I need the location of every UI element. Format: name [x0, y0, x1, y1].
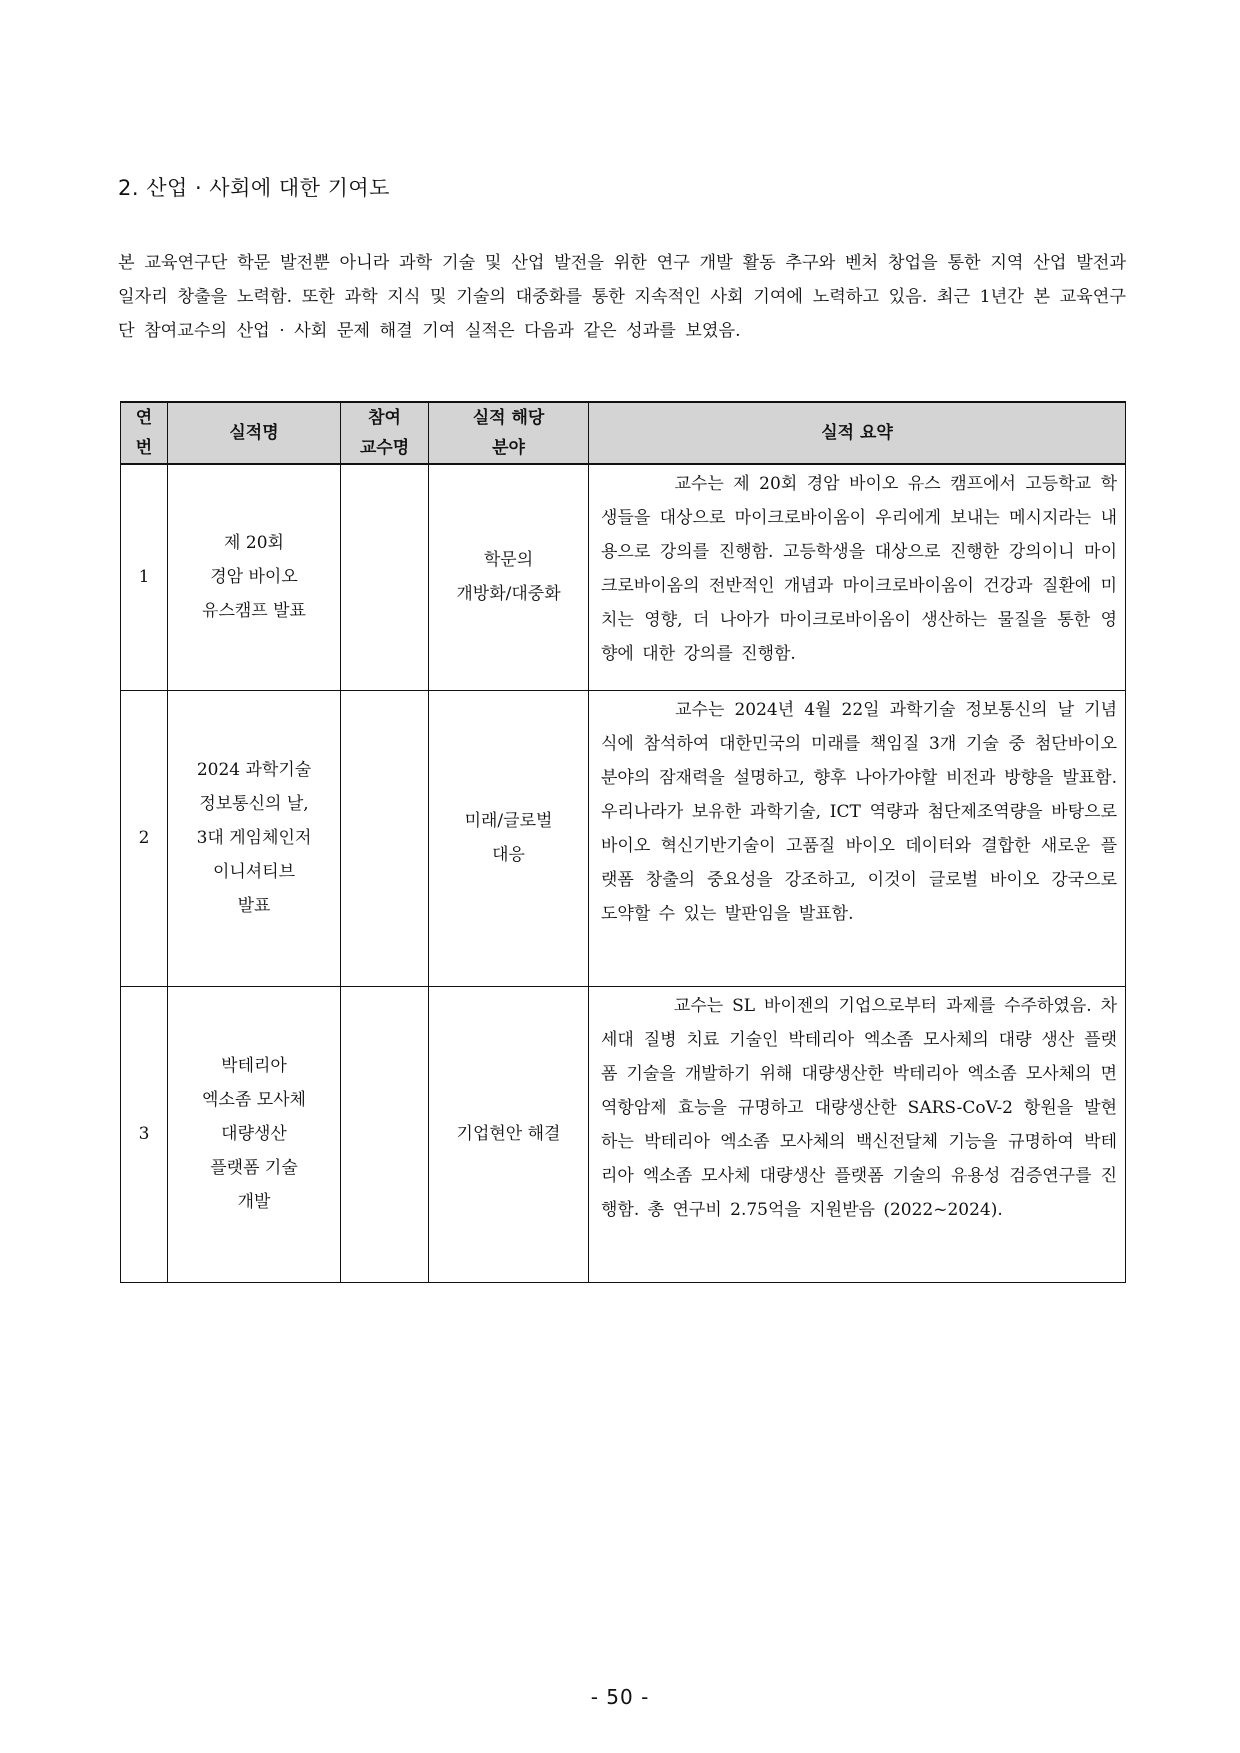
- row-summary: [589, 464, 1126, 690]
- title-line: 이니셔티브: [212, 862, 296, 882]
- section-heading: 2. 산업 · 사회에 대한 기여도: [118, 176, 390, 200]
- summary-text: 교수는 SL 바이젠의 기업으로부터 과제를 수주하였음. 차세대 질병 치료 기술인 박테리아 엑소좀 모사체의 대량 생산 플랫폼 기술을 개발하기 위해 대량생산한 박테리아 엑소좀 모사체의 면역항암제 효능을 규명하고 대량생산한 SARS-CoV-2 항원을 발현하는 박테리아 엑소좀 모사체의 백신전달체 기능을 규명하여 박테리아 엑소좀 모사체 대량생산 플랫폼 기술의 유용성 검증연구를 진행함. 총 연구비 2.75억을 지원받음 (2022~2024).: [601, 995, 1118, 1220]
- field-line: 학문의: [483, 550, 534, 571]
- header-no-line1: 연: [135, 408, 153, 428]
- title-line: 박테리아: [221, 1056, 287, 1076]
- title-line: 유스캠프 발표: [202, 601, 306, 622]
- header-summary: 실적 요약: [589, 402, 1126, 464]
- redacted-name: [601, 700, 665, 720]
- header-no-line2: 번: [135, 438, 153, 458]
- row-title: [168, 464, 341, 690]
- row-summary: [589, 986, 1126, 1282]
- row-professor: [341, 464, 429, 690]
- header-field-line1: 실적 해당: [472, 408, 545, 428]
- page-number: - 50 -: [590, 1685, 650, 1709]
- title-line: 정보통신의 날,: [199, 794, 309, 814]
- table-header-row: [121, 402, 1126, 464]
- row-field: [429, 690, 589, 986]
- row-title: [168, 986, 341, 1282]
- title-line: 플랫폼 기술: [210, 1158, 298, 1178]
- intro-paragraph: 본 교육연구단 학문 발전뿐 아니라 과학 기술 및 산업 발전을 위한 연구 개발 활동 추구와 벤처 창업을 통한 지역 산업 발전과 일자리 창출을 노력함. 또한 과학 지식 및 기술의 대중화를 통한 지속적인 사회 기여에 노력하고 있음. 최근 1년간 본 교육연구단 참여교수의 산업 · 사회 문제 해결 기여 실적은 다음과 같은 성과를 보였음.: [118, 253, 1126, 341]
- redacted-name: [601, 996, 665, 1016]
- field-line: 대응: [492, 845, 525, 865]
- header-professor: [341, 402, 429, 464]
- title-line: 경암 바이오: [210, 567, 298, 588]
- redacted-name: [601, 475, 665, 495]
- row-title: [168, 690, 341, 986]
- row-summary: [589, 690, 1126, 986]
- table-row: [121, 986, 1126, 1282]
- field-line: 미래/글로벌: [464, 811, 553, 831]
- title-line: 개발: [237, 1192, 271, 1212]
- header-professor-line2: 교수명: [359, 438, 410, 458]
- row-number: 2: [121, 690, 168, 986]
- header-field: [429, 402, 589, 464]
- summary-text: 교수는 2024년 4월 22일 과학기술 정보통신의 날 기념식에 참석하여 대한민국의 미래를 책임질 3개 기술 중 첨단바이오 분야의 잠재력을 설명하고, 향후 나아가야할 비전과 방향을 발표함. 우리나라가 보유한 과학기술, ICT 역량과 첨단제조역량을 바탕으로 바이오 혁신기반기술이 고품질 바이오 데이터와 결합한 새로운 플랫폼 창출의 중요성을 강조하고, 이것이 글로벌 바이오 강국으로 도약할 수 있는 발판임을 발표함.: [601, 699, 1117, 924]
- row-field: [429, 986, 589, 1282]
- table-row: [121, 464, 1126, 690]
- header-title: 실적명: [168, 402, 341, 464]
- row-field: [429, 464, 589, 690]
- row-number: 3: [121, 986, 168, 1282]
- summary-text: 교수는 제 20회 경암 바이오 유스 캠프에서 고등학교 학생들을 대상으로 마이크로바이옴이 우리에게 보내는 메시지라는 내용으로 강의를 진행함. 고등학생을 대상으로 진행한 강의이니 마이크로바이옴의 전반적인 개념과 마이크로바이옴이 건강과 질환에 미치는 영향, 더 나아가 마이크로바이옴이 생산하는 물질을 통한 영향에 대한 강의를 진행함.: [601, 474, 1117, 664]
- field-line: 개방화/대중화: [456, 584, 561, 605]
- row-number: 1: [121, 464, 168, 690]
- row-professor: [341, 986, 429, 1282]
- header-field-line2: 분야: [492, 438, 525, 458]
- contribution-table: [120, 401, 1126, 1283]
- field-line: 기업현안 해결: [456, 1124, 561, 1144]
- title-line: 제 20회: [224, 533, 284, 554]
- header-professor-line1: 참여: [368, 408, 401, 428]
- row-professor: [341, 690, 429, 986]
- title-line: 엑소좀 모사체: [202, 1090, 306, 1110]
- title-line: 2024 과학기술: [196, 760, 312, 780]
- title-line: 대량생산: [221, 1124, 287, 1144]
- title-line: 3대 게임체인저: [196, 828, 312, 848]
- header-no: [121, 402, 168, 464]
- table-row: [121, 690, 1126, 986]
- title-line: 발표: [237, 896, 271, 916]
